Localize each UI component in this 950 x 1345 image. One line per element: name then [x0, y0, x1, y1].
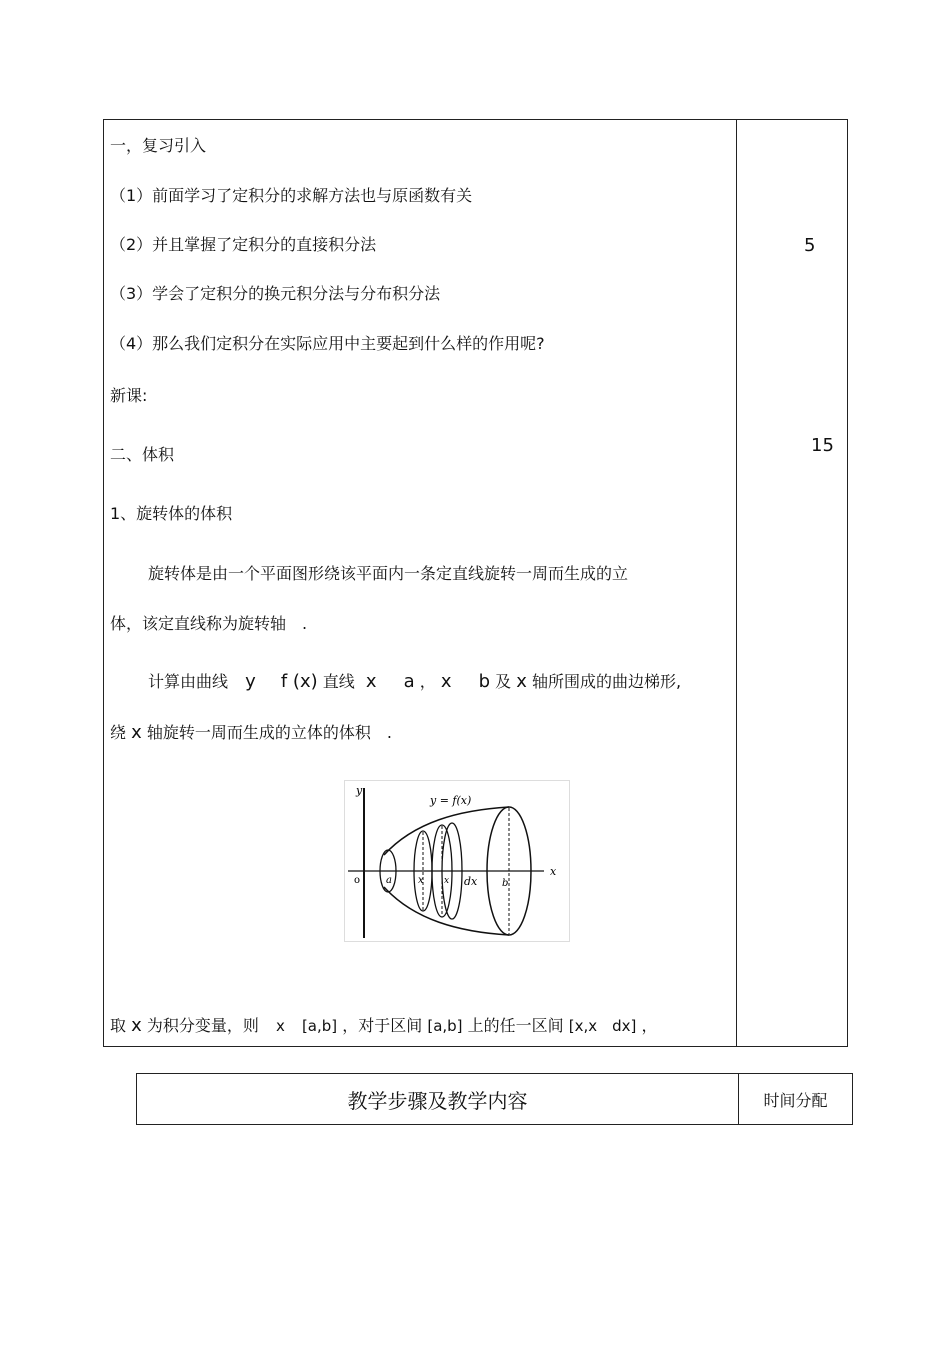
- solid-of-revolution-figure: [344, 780, 570, 942]
- calc-sentence-1: [148, 672, 681, 692]
- review-heading: 一，复习引入: [110, 136, 207, 155]
- label-o: o: [354, 875, 361, 886]
- label-x-axis: x: [550, 865, 557, 878]
- review-item-3: （3）学会了定积分的换元积分法与分布积分法: [110, 284, 441, 303]
- take-mid1: 为积分变量，则: [146, 1016, 259, 1035]
- calc2-prefix: 绕: [110, 723, 127, 742]
- new-lesson-label: 新课:: [110, 386, 148, 405]
- math-x1: x: [365, 671, 377, 692]
- math-y: y: [245, 671, 256, 692]
- interval-3: [x,x dx]: [568, 1017, 637, 1035]
- label-dx: dx: [464, 875, 478, 888]
- take-end: ，: [641, 1016, 658, 1035]
- take-mid3: 上的任一区间: [467, 1016, 564, 1035]
- label-a: a: [386, 875, 392, 886]
- calc-prefix: 计算由曲线: [148, 672, 229, 691]
- interval-2: [a,b]: [427, 1017, 463, 1035]
- math-x: x: [131, 722, 142, 743]
- label-y: y: [356, 784, 363, 797]
- review-item-2: （2）并且掌握了定积分的直接积分法: [110, 235, 377, 254]
- label-x: x: [418, 875, 424, 886]
- steps-content-label: 教学步骤及教学内容: [347, 1088, 528, 1113]
- time-allocation-label: 时间分配: [763, 1090, 828, 1110]
- calc-comma: ，: [419, 672, 436, 691]
- review-item-1: （1）前面学习了定积分的求解方法也与原函数有关: [110, 186, 473, 205]
- math-a: a: [403, 671, 415, 692]
- label-curve: y = f(x): [430, 794, 472, 807]
- calc-line-word: 直线: [322, 672, 355, 691]
- math-fx: f (x): [280, 671, 318, 692]
- label-x-small: x: [444, 876, 450, 886]
- section-two-heading: 二、体积: [110, 445, 175, 464]
- time-allocation-2: 15: [811, 435, 834, 456]
- definition-line-2: 体，该定直线称为旋转轴 .: [110, 614, 308, 633]
- math-b: b: [478, 671, 490, 692]
- calc-sentence-2: [110, 723, 392, 743]
- time-allocation-1: 5: [804, 235, 816, 256]
- definition-line-1: 旋转体是由一个平面图形绕该平面内一条定直线旋转一周而生成的立: [148, 564, 629, 583]
- take-mid2: ，对于区间: [342, 1016, 423, 1035]
- math-take-x2: x: [275, 1017, 285, 1035]
- calc-suffix: 轴所围成的曲边梯形,: [531, 672, 682, 691]
- calc-and: 及: [495, 672, 512, 691]
- review-item-4: （4）那么我们定积分在实际应用中主要起到什么样的作用呢?: [110, 334, 545, 353]
- math-take-x: x: [131, 1015, 142, 1036]
- header-row-table: [136, 1073, 853, 1125]
- lesson-table: [103, 119, 848, 1047]
- label-b: b: [502, 878, 509, 889]
- take-prefix: 取: [110, 1016, 127, 1035]
- interval-1: [a,b]: [301, 1017, 338, 1035]
- column-divider: [736, 120, 737, 1046]
- take-variable-sentence: [110, 1016, 657, 1036]
- calc2-suffix: 轴旋转一周而生成的立体的体积 .: [146, 723, 392, 742]
- math-x3: x: [516, 671, 527, 692]
- subsection-heading: 1、旋转体的体积: [110, 504, 233, 523]
- math-x2: x: [440, 671, 452, 692]
